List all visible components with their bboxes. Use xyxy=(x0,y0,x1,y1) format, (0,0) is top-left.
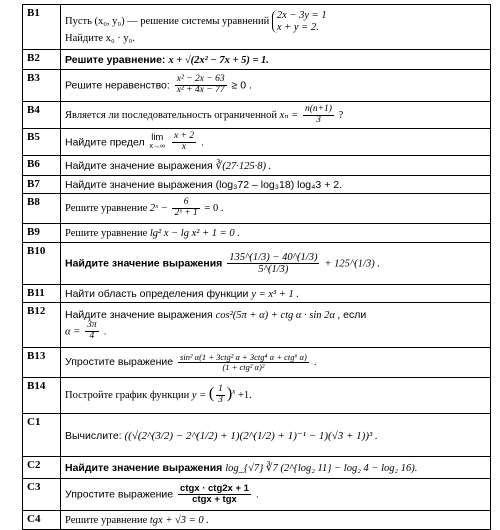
task-content xyxy=(61,129,491,156)
task-content xyxy=(61,457,491,479)
task-code: B6 xyxy=(23,156,61,176)
task-text: Решите уравнение xyxy=(65,202,148,214)
task-row-b9 xyxy=(23,224,491,243)
numerator: 3π xyxy=(87,319,97,330)
task-code: B9 xyxy=(23,224,61,243)
task-text: Найти область определения функции xyxy=(65,287,249,300)
task-tail: +1. xyxy=(237,389,252,401)
task-tail: . xyxy=(313,356,317,369)
task-expression: log_{√7} ∛7 (2^{log₂ 11} − log₂ 4 − log₂ 16). xyxy=(225,462,418,474)
task-row-b14 xyxy=(23,378,491,414)
task-lhs: y = xyxy=(191,389,207,401)
task-row-b2 xyxy=(23,50,491,70)
task-code: C2 xyxy=(23,457,61,479)
task-tail: . xyxy=(201,135,204,148)
task-row-b1 xyxy=(23,5,491,50)
task-tail: . xyxy=(255,488,259,501)
fraction xyxy=(172,132,196,153)
numerator: 1 xyxy=(218,384,223,395)
task-tail: + 125^(1/3) . xyxy=(324,258,380,270)
task-row-b3 xyxy=(23,70,491,102)
task-text: Найдите значение выражения xyxy=(65,308,213,321)
task-code: B13 xyxy=(23,348,61,378)
equation-system xyxy=(272,10,327,33)
task-content xyxy=(61,50,491,70)
task-row-c2 xyxy=(23,457,491,479)
task-text: Упростите выражение xyxy=(65,356,174,369)
task-code: B2 xyxy=(23,50,61,70)
task-text: Вычислите: xyxy=(65,429,122,442)
denominator: x² + 4x − 77 xyxy=(176,85,225,95)
left-paren: ( xyxy=(208,384,215,402)
task-row-b11 xyxy=(23,285,491,303)
task-tail: = 0 . xyxy=(204,202,224,214)
right-paren: ) xyxy=(226,384,233,402)
tasks-table xyxy=(22,4,491,530)
task-content xyxy=(61,303,491,348)
task-text: Решите уравнение xyxy=(65,227,148,239)
task-text: Найдите предел xyxy=(65,135,145,148)
task-content: Найдите значение выражения (log₃72 – log₃18) log₄3 + 2. xyxy=(61,176,491,194)
task-content xyxy=(61,194,491,224)
fraction xyxy=(216,385,225,406)
exponent: x xyxy=(232,387,236,396)
limit-symbol xyxy=(150,133,166,150)
task-expression: y = x³ + 1 . xyxy=(251,288,299,300)
task-text: Найдите значение выражения xyxy=(65,257,223,270)
task-code: C1 xyxy=(23,414,61,457)
system-eq-2: x + y = 2. xyxy=(276,21,319,33)
task-code: B8 xyxy=(23,194,61,224)
task-row-b8 xyxy=(23,194,491,224)
task-expression: ∛(27·125·8) . xyxy=(215,160,272,172)
task-code: B12 xyxy=(23,303,61,348)
task-code: B4 xyxy=(23,102,61,129)
task-question: Найдите x₀ · y₀. xyxy=(65,33,135,45)
task-code: B5 xyxy=(23,129,61,156)
denominator: 5^(1/3) xyxy=(258,264,289,275)
task-text: Найдите значение выражения xyxy=(65,461,223,474)
limit-label: lim xyxy=(151,132,164,144)
denominator: 2ˣ + 1 xyxy=(174,208,198,218)
condition-line xyxy=(65,321,486,342)
task-expression: cos²(5π + α) + ctg α · sin 2α , xyxy=(215,309,341,321)
fraction xyxy=(303,105,334,126)
task-term: 2ˣ − xyxy=(149,202,168,214)
task-row-c4 xyxy=(23,511,491,530)
task-row-b7 xyxy=(23,176,491,194)
limit-subscript: x→∞ xyxy=(149,143,166,151)
numerator: x² − 2x − 63 xyxy=(176,74,225,85)
task-content xyxy=(61,348,491,378)
task-code: B3 xyxy=(23,70,61,102)
task-tail: ? xyxy=(338,109,344,121)
task-code: B14 xyxy=(23,378,61,414)
denominator: 3 xyxy=(316,114,321,125)
numerator: n(n+1) xyxy=(304,103,332,114)
task-content xyxy=(61,243,491,285)
task-text: Пусть (x₀, y₀) — решение системы уравнений xyxy=(65,15,270,27)
condition-lhs: α = xyxy=(65,325,81,337)
denominator: ctgx + tgx xyxy=(192,494,237,505)
task-code: B10 xyxy=(23,243,61,285)
numerator: x + 2 xyxy=(173,130,195,141)
task-content xyxy=(61,224,491,243)
numerator: sin² α(1 + 3ctg² α + 3ctg⁴ α + ctg⁶ α) xyxy=(180,352,307,363)
task-tail: . xyxy=(103,324,107,337)
task-text: Постройте график функции xyxy=(65,389,190,401)
task-row-b5 xyxy=(23,129,491,156)
fraction xyxy=(178,484,251,505)
task-text: Решите уравнение xyxy=(65,514,148,526)
task-code: B7 xyxy=(23,176,61,194)
task-text: Решите уравнение: xyxy=(65,53,166,66)
numerator: ctgx · ctg2x + 1 xyxy=(180,483,249,495)
system-eq-1: 2x − 3y = 1 xyxy=(276,9,327,21)
task-text: Упростите выражение xyxy=(65,488,174,501)
task-row-b13 xyxy=(23,348,491,378)
task-lhs: xₙ = xyxy=(279,109,299,121)
task-content xyxy=(61,102,491,129)
task-row-b12 xyxy=(23,303,491,348)
task-text: Является ли последовательность ограниченной xyxy=(65,109,278,121)
denominator: (1 + ctg² α)² xyxy=(222,362,265,372)
task-expression: tgx + √3 = 0 . xyxy=(149,514,209,526)
task-content xyxy=(61,156,491,176)
task-text: Найдите значение выражения xyxy=(65,159,213,172)
fraction xyxy=(85,321,99,342)
numerator: 135^(1/3) − 40^(1/3) xyxy=(229,251,318,263)
task-row-b4 xyxy=(23,102,491,129)
denominator: x xyxy=(181,141,187,152)
denominator: 3 xyxy=(218,395,223,406)
task-expression: ((√(2^(3/2) − 2^(1/2) + 1)(2^(1/2) + 1)⁻¹ − 1)(√3 + 1))³ . xyxy=(124,429,378,442)
fraction xyxy=(172,198,199,219)
task-code: B1 xyxy=(23,5,61,50)
task-code: C4 xyxy=(23,511,61,530)
task-code: C3 xyxy=(23,479,61,511)
task-condition: если xyxy=(343,308,367,321)
task-content xyxy=(61,378,491,414)
task-row-c1 xyxy=(23,414,491,457)
task-tail: ≥ 0 . xyxy=(231,79,252,92)
fraction xyxy=(175,75,227,96)
task-content xyxy=(61,285,491,303)
task-text: Решите неравенство: xyxy=(65,79,170,92)
task-content xyxy=(61,5,491,50)
task-row-b10 xyxy=(23,243,491,285)
task-content xyxy=(61,479,491,511)
fraction xyxy=(178,353,309,372)
task-content xyxy=(61,511,491,530)
task-row-c3 xyxy=(23,479,491,511)
fraction xyxy=(227,252,319,275)
task-code: B11 xyxy=(23,285,61,303)
denominator: 4 xyxy=(89,330,95,341)
task-content xyxy=(61,414,491,457)
task-expression: lg² x − lg x² + 1 = 0 . xyxy=(149,227,240,239)
numerator: 6 xyxy=(172,198,199,209)
task-row-b6 xyxy=(23,156,491,176)
task-content xyxy=(61,70,491,102)
task-expression: x + √(2x² − 7x + 5) = 1. xyxy=(168,54,269,66)
